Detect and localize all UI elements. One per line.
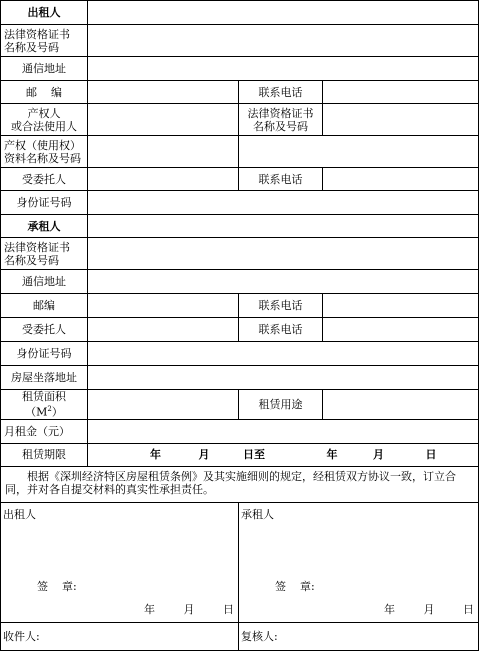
property-location-label: 房屋坐落地址 [1,366,88,390]
lessor-agent-phone-field[interactable] [323,168,479,191]
lessee-id-row [1,342,479,366]
lessee-phone-field[interactable] [323,294,479,318]
lessor-section-title: 出租人 [1,1,88,25]
lessor-agent-label: 受委托人 [1,168,88,191]
lessor-id-field[interactable] [88,191,479,215]
property-rent-row [1,419,479,443]
property-period-row [1,443,479,466]
lessee-agent-phone-label: 联系电话 [239,318,323,342]
period-year-1: 年 [150,448,161,462]
lessor-postcode-label: 邮 编 [1,81,88,104]
lessee-address-field[interactable] [88,270,479,294]
lessor-signature-box[interactable] [1,502,239,622]
lessor-address-label: 通信地址 [1,57,88,81]
property-period-field[interactable] [88,443,479,466]
reviewer-field[interactable] [239,622,479,650]
lessee-signature-date [359,603,474,616]
lessee-section-row [1,215,479,238]
lessee-signature-box[interactable] [239,502,479,622]
signature-row [1,502,479,622]
lessor-agent-phone-label: 联系电话 [239,168,323,191]
lessor-property-doc-field[interactable] [88,136,239,168]
property-use-label: 租赁用途 [239,390,323,420]
lessee-phone-label: 联系电话 [239,294,323,318]
property-area-label: 租赁面积$(M^2)$ [1,390,88,420]
lessee-agent-label: 受委托人 [1,318,88,342]
lessor-property-doc-row [1,136,479,168]
lessee-sign-day: 日 [463,602,475,616]
declaration-text: 根据《深圳经济特区房屋租赁条例》及其实施细则的规定，经租赁双方协议一致，订立合同，并对各自提交材料的真实性承担责任。 [1,466,479,502]
lessor-id-row [1,191,479,215]
period-day-2: 日 [425,448,437,462]
lessee-postcode-row [1,294,479,318]
lessee-id-label: 身份证号码 [1,342,88,366]
property-use-field[interactable] [323,390,479,420]
receiver-field[interactable] [1,622,239,650]
lessor-property-doc-extra[interactable] [239,136,479,168]
lessee-cert-field[interactable] [88,238,479,270]
lessee-signature-title: 承租人 [241,507,274,521]
lessee-cert-label: 法律资格证书 名称及号码 [1,238,88,270]
property-location-row [1,366,479,390]
lessor-seal-label: 签 章: [37,579,77,593]
lessor-sign-year: 年 [144,602,155,616]
lessee-sign-month: 月 [423,602,435,616]
lessor-signature-date [119,603,234,616]
lessee-name-field[interactable] [88,215,479,238]
lessee-cert-row [1,238,479,270]
period-day-to: 日至 [243,448,265,462]
property-location-field[interactable] [88,366,479,390]
lessor-cert-label: 法律资格证书 名称及号码 [1,25,88,57]
lessor-cert-field[interactable] [88,25,479,57]
lessee-address-label: 通信地址 [1,270,88,294]
receiver-label: 收件人: [3,629,40,643]
lessee-agent-row [1,318,479,342]
period-month-2: 月 [373,448,384,462]
lessee-agent-phone-field[interactable] [323,318,479,342]
lessor-owner-cert-label: 法律资格证书 名称及号码 [239,104,323,136]
reviewer-label: 复核人: [241,629,278,643]
lessee-postcode-field[interactable] [88,294,239,318]
property-rent-label: 月租金（元） [1,419,88,443]
lessor-name-field[interactable] [88,1,479,25]
lessor-owner-row [1,104,479,136]
lessor-id-label: 身份证号码 [1,191,88,215]
property-area-row [1,390,479,420]
lessor-agent-field[interactable] [88,168,239,191]
lessor-cert-row [1,25,479,57]
lessor-address-field[interactable] [88,57,479,81]
lessor-postcode-field[interactable] [88,81,239,104]
lessee-sign-year: 年 [384,602,396,616]
property-period-label: 租赁期限 [1,443,88,466]
lessor-sign-month: 月 [183,602,195,616]
period-year-2: 年 [326,448,338,462]
footer-row [1,622,479,650]
lessor-section-row [1,1,479,25]
lessee-id-field[interactable] [88,342,479,366]
property-rent-field[interactable] [88,419,479,443]
declaration-row [1,466,479,502]
lessor-signature-title: 出租人 [3,507,36,521]
lessee-seal-label: 签 章: [275,579,315,593]
lessee-section-title: 承租人 [1,215,88,238]
lessee-agent-field[interactable] [88,318,239,342]
lessor-property-doc-label: 产权（使用权） 资料名称及号码 [1,136,88,168]
lessor-owner-field[interactable] [88,104,239,136]
lessor-agent-row [1,168,479,191]
period-month-1: 月 [198,448,210,462]
lessor-phone-field[interactable] [323,81,479,104]
lessor-address-row [1,57,479,81]
lessee-postcode-label: 邮编 [1,294,88,318]
property-area-field[interactable] [88,390,239,420]
lessee-address-row [1,270,479,294]
lessor-postcode-row [1,81,479,104]
lessor-phone-label: 联系电话 [239,81,323,104]
lessor-owner-cert-field[interactable] [323,104,479,136]
lessor-owner-label: 产权人 或合法使用人 [1,104,88,136]
lessor-sign-day: 日 [223,602,234,616]
